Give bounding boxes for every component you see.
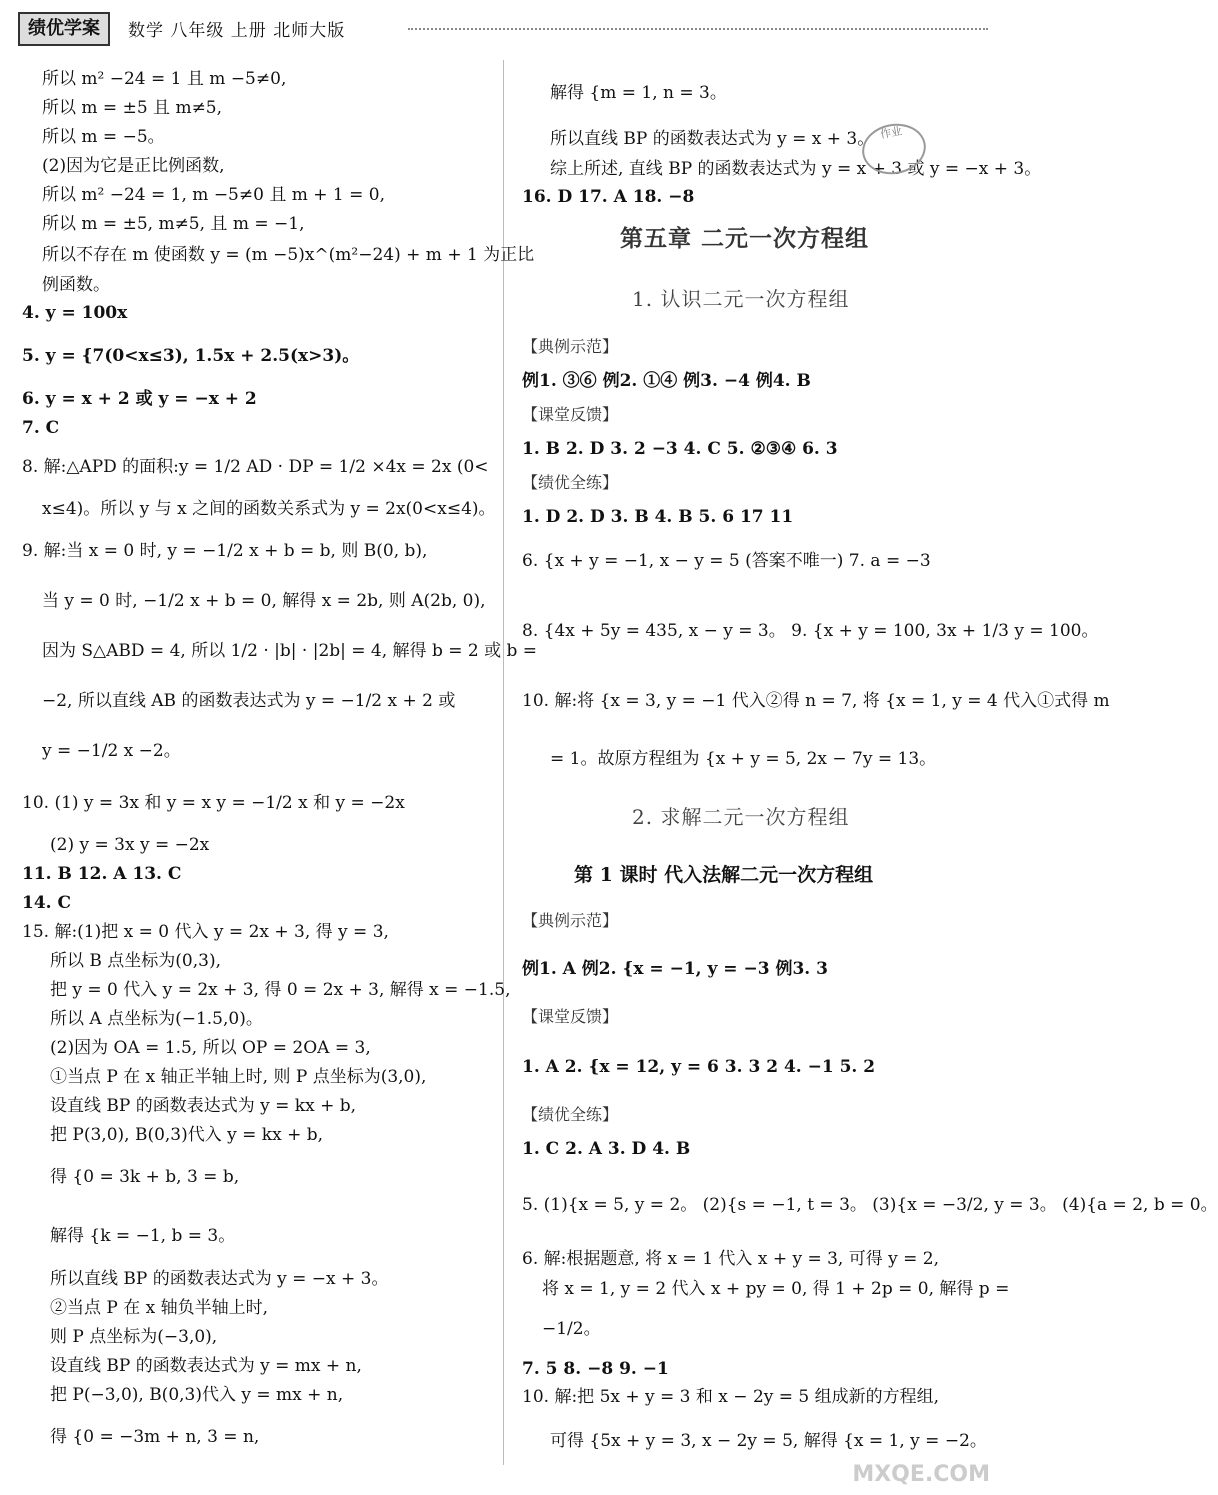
answer-6: 6. 解:根据题意, 将 x = 1 代入 x + y = 3, 可得 y = 2, <box>522 1249 940 1269</box>
answer-16-18: 16. D 17. A 18. −8 <box>522 187 695 207</box>
page-header <box>18 12 988 44</box>
answer-10: 10. 解:把 5x + y = 3 和 x − 2y = 5 组成新的方程组, <box>522 1387 940 1407</box>
example-answers: 例1. A 例2. {x = −1, y = −3 例3. 3 <box>522 959 828 979</box>
column-divider <box>503 60 504 1465</box>
text-line: 得 {0 = 3k + b, 3 = b, <box>50 1167 240 1187</box>
text-line: 当 y = 0 时, −1/2 x + b = 0, 解得 x = 2b, 则 A(2b, 0), <box>42 591 486 611</box>
feedback-answers: 1. A 2. {x = 12, y = 6 3. 3 2 4. −1 5. 2 <box>522 1057 876 1077</box>
lesson-title: 第 1 课时 代入法解二元一次方程组 <box>574 864 874 886</box>
answer-10: 10. (1) y = 3x 和 y = x y = −1/2 x 和 y = −2x <box>22 793 405 813</box>
text-line: 所以直线 BP 的函数表达式为 y = x + 3。 <box>550 129 875 149</box>
answer-7: 7. C <box>22 418 60 438</box>
text-line: 所以 A 点坐标为(−1.5,0)。 <box>50 1009 263 1029</box>
text-line: ②当点 P 在 x 轴负半轴上时, <box>50 1298 269 1318</box>
text-line: = 1。故原方程组为 {x + y = 5, 2x − 7y = 13。 <box>550 749 937 769</box>
example-answers: 例1. ③⑥ 例2. ①④ 例3. −4 例4. B <box>522 371 811 391</box>
brand-logo: 绩优学案 <box>18 12 110 46</box>
answer-6-7: 6. {x + y = −1, x − y = 5 (答案不唯一) 7. a = −3 <box>522 551 931 571</box>
answer-4: 4. y = 100x <box>22 303 128 323</box>
text-line: (2) y = 3x y = −2x <box>50 835 210 855</box>
header-divider <box>408 28 988 30</box>
text-line: 所以直线 BP 的函数表达式为 y = −x + 3。 <box>50 1269 389 1289</box>
answer-9: 9. 解:当 x = 0 时, y = −1/2 x + b = b, 则 B(0, b), <box>22 541 428 561</box>
tag-example: 【典例示范】 <box>522 337 619 356</box>
answer-6: 6. y = x + 2 或 y = −x + 2 <box>22 389 257 409</box>
homework-stamp: 作业 <box>858 119 930 179</box>
text-line: 设直线 BP 的函数表达式为 y = mx + n, <box>50 1356 362 1376</box>
text-line: (2)因为 OA = 1.5, 所以 OP = 2OA = 3, <box>50 1038 371 1058</box>
text-line: 所以不存在 m 使函数 y = (m −5)x^(m²−24) + m + 1 为正比 <box>42 245 535 265</box>
section-title: 1. 认识二元一次方程组 <box>632 287 850 311</box>
book-subject: 数学 八年级 上册 北师大版 <box>128 21 346 41</box>
text-line: ①当点 P 在 x 轴正半轴上时, 则 P 点坐标为(3,0), <box>50 1067 427 1087</box>
text-line: −2, 所以直线 AB 的函数表达式为 y = −1/2 x + 2 或 <box>42 691 456 711</box>
text-line: y = −1/2 x −2。 <box>42 741 181 761</box>
answer-8: 8. 解:△APD 的面积:y = 1/2 AD · DP = 1/2 ×4x = 2x (0< <box>22 457 489 477</box>
text-line: 把 y = 0 代入 y = 2x + 3, 得 0 = 2x + 3, 解得 x = −1.5, <box>50 980 511 1000</box>
tag-feedback: 【课堂反馈】 <box>522 405 619 424</box>
practice-answers: 1. C 2. A 3. D 4. B <box>522 1139 691 1159</box>
text-line: x≤4)。所以 y 与 x 之间的函数关系式为 y = 2x(0<x≤4)。 <box>42 499 496 519</box>
chapter-title: 第五章 二元一次方程组 <box>620 226 870 252</box>
answer-11-13: 11. B 12. A 13. C <box>22 864 182 884</box>
text-line: 因为 S△ABD = 4, 所以 1/2 · |b| · |2b| = 4, 解得 b = 2 或 b = <box>42 641 538 661</box>
text-line: 将 x = 1, y = 2 代入 x + py = 0, 得 1 + 2p = 0, 解得 p = <box>542 1279 1010 1299</box>
text-line: (2)因为它是正比例函数, <box>42 156 225 176</box>
text-line: 解得 {m = 1, n = 3。 <box>550 83 727 103</box>
tag-practice: 【绩优全练】 <box>522 1105 619 1124</box>
watermark: MXQE.COM <box>852 1462 990 1487</box>
answer-15: 15. 解:(1)把 x = 0 代入 y = 2x + 3, 得 y = 3, <box>22 922 389 942</box>
text-line: 所以 m² −24 = 1 且 m −5≠0, <box>42 69 287 89</box>
answer-8-9: 8. {4x + 5y = 435, x − y = 3。 9. {x + y = 100, 3x + 1/3 y = 100。 <box>522 621 1099 641</box>
text-line: 例函数。 <box>42 275 110 295</box>
text-line: 所以 B 点坐标为(0,3), <box>50 951 222 971</box>
feedback-answers: 1. B 2. D 3. 2 −3 4. C 5. ②③④ 6. 3 <box>522 439 838 459</box>
text-line: 得 {0 = −3m + n, 3 = n, <box>50 1427 260 1447</box>
section-title: 2. 求解二元一次方程组 <box>632 805 850 829</box>
answer-5: 5. y = {7(0<x≤3), 1.5x + 2.5(x>3)。 <box>22 346 360 366</box>
practice-answers: 1. D 2. D 3. B 4. B 5. 6 17 11 <box>522 507 794 527</box>
answer-7-9: 7. 5 8. −8 9. −1 <box>522 1359 669 1379</box>
answer-14: 14. C <box>22 893 72 913</box>
text-line: 所以 m = −5。 <box>42 127 165 147</box>
text-line: 解得 {k = −1, b = 3。 <box>50 1226 236 1246</box>
text-line: 则 P 点坐标为(−3,0), <box>50 1327 218 1347</box>
text-line: −1/2。 <box>542 1319 601 1339</box>
tag-feedback: 【课堂反馈】 <box>522 1007 619 1026</box>
answer-5: 5. (1){x = 5, y = 2。 (2){s = −1, t = 3。 (3){x = −3/2, y = 3。 (4){a = 2, b = 0。 <box>522 1195 1218 1215</box>
answer-10: 10. 解:将 {x = 3, y = −1 代入②得 n = 7, 将 {x = 1, y = 4 代入①式得 m <box>522 691 1110 711</box>
text-line: 设直线 BP 的函数表达式为 y = kx + b, <box>50 1096 357 1116</box>
text-line: 综上所述, 直线 BP 的函数表达式为 y = x + 3 或 y = −x + 3。 <box>550 159 1042 179</box>
text-line: 把 P(−3,0), B(0,3)代入 y = mx + n, <box>50 1385 344 1405</box>
text-line: 所以 m² −24 = 1, m −5≠0 且 m + 1 = 0, <box>42 185 386 205</box>
text-line: 所以 m = ±5, m≠5, 且 m = −1, <box>42 214 305 234</box>
text-line: 可得 {5x + y = 3, x − 2y = 5, 解得 {x = 1, y = −2。 <box>550 1431 987 1451</box>
text-line: 所以 m = ±5 且 m≠5, <box>42 98 223 118</box>
text-line: 把 P(3,0), B(0,3)代入 y = kx + b, <box>50 1125 324 1145</box>
tag-practice: 【绩优全练】 <box>522 473 619 492</box>
tag-example: 【典例示范】 <box>522 911 619 930</box>
